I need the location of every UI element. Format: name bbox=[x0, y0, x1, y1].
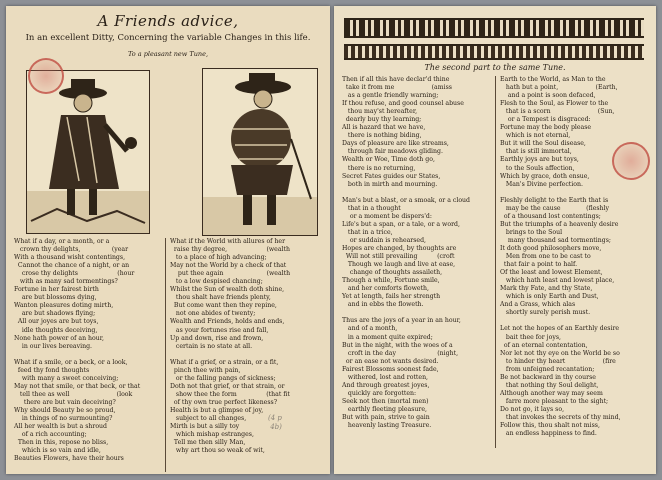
right-broadside-sheet bbox=[334, 6, 656, 474]
ballad-title: A Friends advice, bbox=[97, 12, 239, 30]
library-stamp-right bbox=[612, 142, 650, 180]
ballad-column-1: What if a day, or a month, or a crown thy delights, (year With a thousand wisht contentings, Cannot the chance of a night, or an crose thy delights (hour with as many sad tormentings? Fortune in her fairest birth are but blossoms dying, Wanton pleasures doting mirth, are but shadows flying; All our joyes are but toys, idle thoughts deceiving, None hath power of an hour, in our lives bereaving. What if a smile, or a beck, or a look, feed thy fond thoughts with many a sweet conceiving; May not that smile, or that beck, or that tell thee as well (look there are but vain deceiving? Why should Beauty be so proud, in things of no surmounting? All her wealth is but a shroud of a rich accounting; Then in this, repose no bliss, which is so vain and idle, Beauties Flowers, have their hours bbox=[14, 238, 141, 463]
column-divider bbox=[165, 238, 166, 472]
column-divider-right bbox=[495, 76, 496, 448]
woodcut-left-figure bbox=[26, 70, 150, 234]
ornamental-border-top bbox=[344, 18, 644, 38]
left-broadside-sheet bbox=[6, 6, 330, 474]
ornamental-border-second bbox=[344, 44, 644, 60]
ballad-subtitle: In an excellent Ditty, Concerning the variable Changes in this life. bbox=[25, 33, 311, 43]
second-part-title: The second part to the same Tune. bbox=[424, 63, 566, 72]
second-part-column-1: Then if all this have declar'd thine take it from me (amiss as a gentle friendly warning; If thou refuse, and good counsel abuse thou may'st hereafter, dearly buy thy learning; All is hazard that we have, there is nothing biding, Days of pleasure are like streams, through fair meadows gliding. Wealth or Woe, Time doth go, there is no returning, Secret Fates guides our States, both in mirth and mourning. Man's but a blast, or a smoak, or a cloud that in a thought or a moment be dispers'd: Life's but a span, or a tale, or a word, that in a trice, or suddain is rehearsed, Hopes are changed, by thoughts are Will not still prevailing (croft Though we laugh and live at ease, change of thoughts assaileth, Though a while, Fortune smile, and her comforts floweth, Yet at length, fails her strength and in ebbs the floweth. Thus are the joys of a year in an hour, and of a month, in a moment quite expired; But in the night, with the woes of a croft in the day (night, or an ease not wants desired. Fairest Blossoms soonest fade, withered, lost and rotten, And through greatest joyes, quickly are forgotten: Seek not then (mortal men) earthly fleeting pleasure, But with pain, strive to gain heavenly lasting Treasure. bbox=[342, 76, 470, 430]
pencil-annotation: (4 p 4b) bbox=[268, 414, 282, 431]
ballad-column-2: What if the World with allures of her raise thy degree, (wealth to a place of high advancing; May not the World by a check of that put thee again (wealth to a low despised chancing; Whilst the Sun of wealth doth shine, thou shalt have friends plenty, But come want then they repine, not one abides of twenty; Wealth and Friends, holds and ends, as your fortunes rise and fall, Up and down, rise and frown, certain is no state at all. What if a grief, or a strain, or a fit, pinch thee with pain, or the falling pangs of sickness; Doth not that grief, or that strain, or show thee the form (that fit of thy own true perfect likeness? Health is but a glimpse of joy, subject to all changes, Mirth is but a silly toy which mishap estranges, Tell me then silly Man, why art thou so weak of wit, bbox=[170, 238, 291, 455]
second-part-column-2: Earth to the World, as Man to the hath but a point, (Earth, and a point is soon defaced, Flesh to the Soul, as Flower to the that is a scorn (Sun, or a Tempest is disgraced: Fortune may the body please which is not eternal, But it will the Soul disease, that is still immortal, Earthly joys are but toys, to the Souls affection, Which by grace, doth ensue, Man's Divine perfection. Fleshly delight to the Earth that is may be the cause (fleshly of a thousand lost contentings; But the triumphs of a heavenly desire brings to the Soul many thousand sad tormentings; It doth good philosophers move, Men from one to be cast to that fair a point to half. Of the least and lowest Element, which hath least and lowest place, Mark thy Fate, and thy State, which is only Earth and Dust, And a Grass, which alas shortly surely perish must. Let not the hopes of an Earthly desire bait thee for joys, of an eternal contentation, Nor let not thy eye on the World be so to hinder thy heart (fire from unfeigned recantation; Be not backward in thy course that nothing thy Soul delight, Although another way may seem farre more pleasant to the sight; Do not go, it lays so, that invokes the secrets of thy mind, Follow this, thou shalt not miss, an endless happiness to find. bbox=[500, 76, 621, 438]
tune-line: To a pleasant new Tune, bbox=[127, 50, 209, 58]
woodcut-right-figure bbox=[202, 68, 318, 236]
library-stamp bbox=[28, 58, 64, 94]
